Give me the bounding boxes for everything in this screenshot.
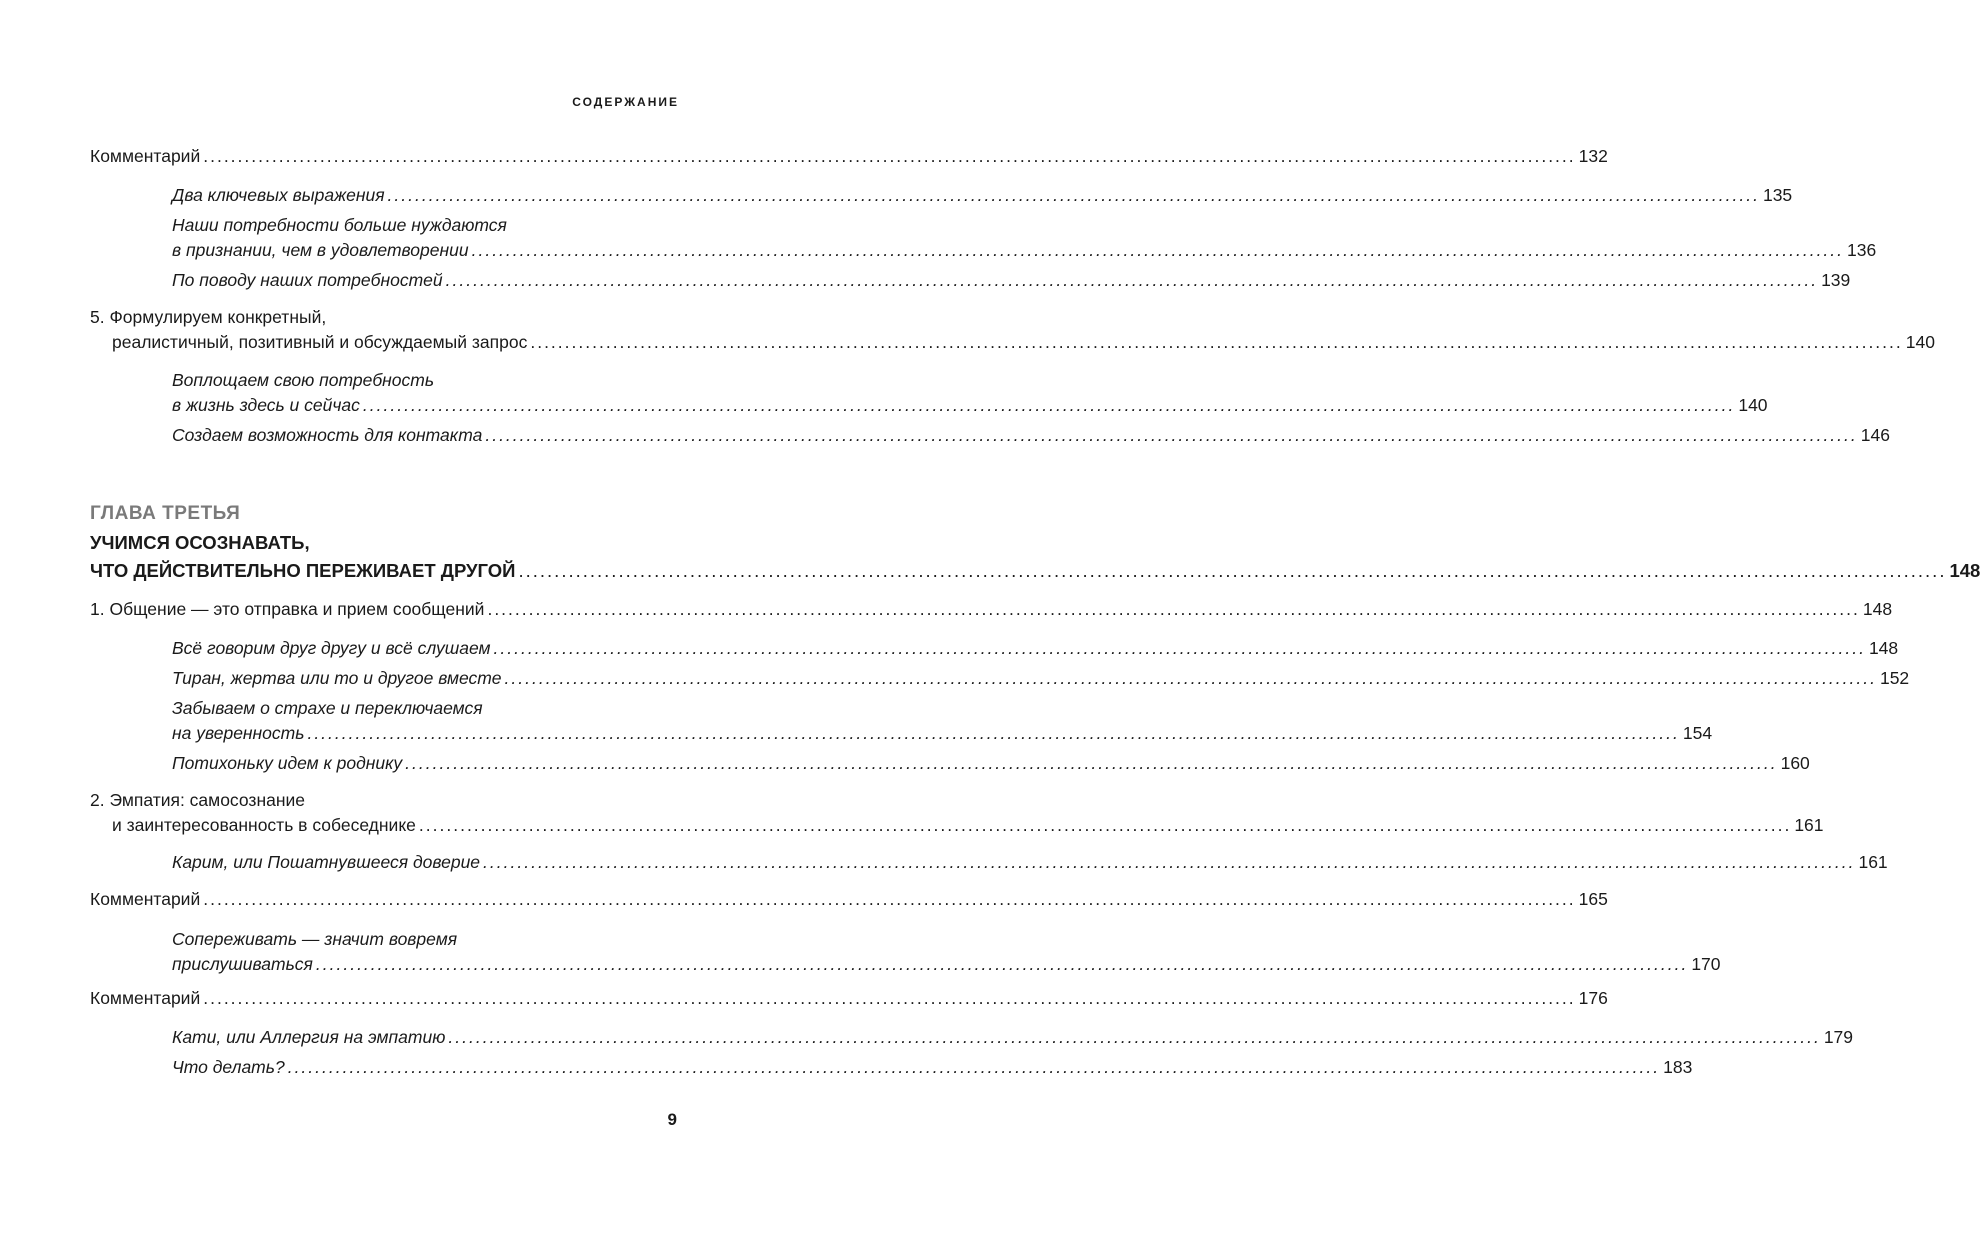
- toc-entry-title: Забываем о страхе и переключаемся: [172, 698, 483, 718]
- leader-dots: [505, 668, 1877, 688]
- toc-page-number: 140: [1905, 332, 1935, 352]
- toc-entry-title-continued: в признании, чем в удовлетворении: [172, 240, 469, 260]
- toc-subentry: [172, 850, 1888, 875]
- leader-dots: [472, 240, 1844, 260]
- toc-entry-title-continued: реалистичный, позитивный и обсуждаемый запрос: [112, 332, 528, 352]
- toc-subentry: [172, 751, 1810, 776]
- leader-dots: [388, 185, 1760, 205]
- toc-entry-title: Создаем возможность для контакта: [172, 425, 483, 445]
- toc-entry-title-continued: прислушиваться: [172, 954, 313, 974]
- leader-dots: [405, 753, 1777, 773]
- toc-entry: [90, 887, 1608, 912]
- toc-page-number: 148: [1862, 599, 1893, 619]
- toc-entry: [90, 986, 1608, 1011]
- leader-dots: [203, 988, 1575, 1008]
- toc-page-number: 170: [1691, 954, 1721, 974]
- toc-subentry: [172, 1055, 1693, 1080]
- toc-subentry: [172, 423, 1890, 448]
- page-number: 9: [667, 1110, 677, 1129]
- toc-page-number: 148: [1868, 638, 1899, 658]
- toc-page-number: 132: [1578, 146, 1608, 166]
- toc-subentry: [172, 268, 1851, 293]
- chapter-label: ГЛАВА ТРЕТЬЯ: [90, 503, 241, 524]
- toc-entry: [90, 305, 1935, 355]
- toc-page-number: 136: [1847, 240, 1877, 260]
- toc-page-number: 135: [1762, 185, 1793, 205]
- toc-subentry: [172, 696, 1713, 746]
- leader-dots: [530, 332, 1902, 352]
- toc-page-number: 152: [1879, 668, 1910, 688]
- toc-entry: [90, 597, 1893, 622]
- toc-entry-title: Комментарий: [90, 146, 201, 166]
- toc-entry-title-continued: на уверенность: [172, 723, 305, 743]
- toc-entry-title: 1. Общение — это отправка и прием сообщений: [90, 599, 485, 619]
- running-head: СОДЕРЖАНИЕ: [572, 95, 679, 109]
- toc-entry: [90, 788, 1824, 838]
- leader-dots: [363, 395, 1735, 415]
- toc-entry-title: Комментарий: [90, 889, 201, 909]
- toc-page-number: 165: [1578, 889, 1608, 909]
- toc-page-number: 148: [1949, 560, 1980, 581]
- chapter-title-line: УЧИМСЯ ОСОЗНАВАТЬ,: [90, 532, 310, 553]
- toc-entry-title: Воплощаем свою потребность: [172, 370, 435, 390]
- toc-page-number: 160: [1780, 753, 1810, 773]
- toc-subentry: [172, 927, 1721, 977]
- toc-entry-title: 5. Формулируем конкретный,: [90, 307, 327, 327]
- toc-entry-title: По поводу наших потребностей: [172, 270, 443, 290]
- leader-dots: [494, 638, 1866, 658]
- toc-entry-title: Потихоньку идем к роднику: [172, 753, 403, 773]
- toc-subentry: [172, 183, 1793, 208]
- toc-entry: [90, 144, 1608, 169]
- toc-subentry: [172, 666, 1910, 691]
- toc-entry-title: Всё говорим друг другу и всё слушаем: [172, 638, 491, 658]
- toc-entry-title: Тиран, жертва или то и другое вместе: [172, 668, 502, 688]
- leader-dots: [487, 599, 1859, 619]
- toc-entry-title-continued: и заинтересованность в собеседнике: [112, 815, 416, 835]
- toc-page-number: 140: [1738, 395, 1768, 415]
- toc-entry-title: Кати, или Аллергия на эмпатию: [172, 1027, 446, 1047]
- toc-page-number: 161: [1858, 852, 1888, 872]
- chapter-title: [90, 529, 1980, 585]
- toc-subentry: [172, 636, 1899, 661]
- toc-subentry: [172, 1025, 1854, 1050]
- toc-subentry: [172, 213, 1877, 263]
- leader-dots: [307, 723, 1679, 743]
- leader-dots: [316, 954, 1688, 974]
- toc-entry-title: Что делать?: [172, 1057, 285, 1077]
- leader-dots: [419, 815, 1791, 835]
- toc-subentry: [172, 368, 1768, 418]
- chapter-title-line: ЧТО ДЕЙСТВИТЕЛЬНО ПЕРЕЖИВАЕТ ДРУГОЙ: [90, 560, 516, 581]
- toc-page-number: 179: [1823, 1027, 1854, 1047]
- leader-dots: [203, 146, 1575, 166]
- toc-entry-title-continued: в жизнь здесь и сейчас: [172, 395, 360, 415]
- leader-dots: [448, 1027, 1820, 1047]
- toc-page-number: 154: [1682, 723, 1713, 743]
- leader-dots: [485, 425, 1857, 445]
- toc-entry-title: Карим, или Пошатнувшееся доверие: [172, 852, 481, 872]
- toc-page-number: 139: [1821, 270, 1851, 290]
- leader-dots: [518, 557, 1946, 585]
- toc-page-number: 183: [1663, 1057, 1693, 1077]
- toc-entry-title: Комментарий: [90, 988, 201, 1008]
- leader-dots: [288, 1057, 1660, 1077]
- toc-entry-title: Два ключевых выражения: [172, 185, 385, 205]
- toc-page-number: 161: [1794, 815, 1824, 835]
- toc-page-number: 176: [1578, 988, 1608, 1008]
- toc-page-number: 146: [1860, 425, 1890, 445]
- toc-entry-title: Наши потребности больше нуждаются: [172, 215, 507, 235]
- leader-dots: [446, 270, 1818, 290]
- leader-dots: [483, 852, 1855, 872]
- leader-dots: [203, 889, 1575, 909]
- toc-entry-title: 2. Эмпатия: самосознание: [90, 790, 306, 810]
- toc-entry-title: Сопереживать — значит вовремя: [172, 929, 458, 949]
